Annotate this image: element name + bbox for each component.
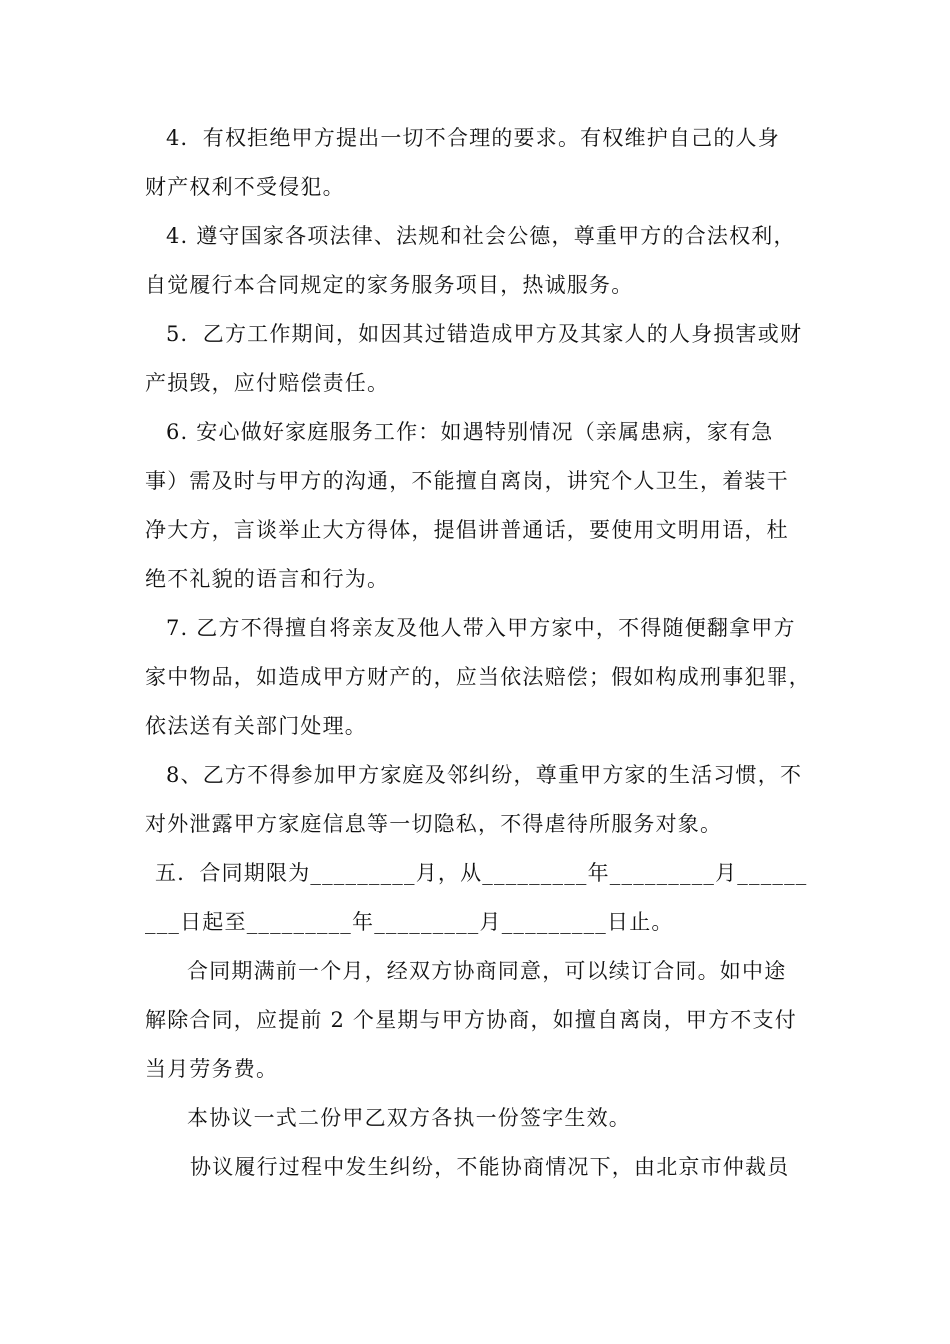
- text-line-5: 5．乙方工作期间，如因其过错造成甲方及其家人的人身损害或财: [166, 322, 803, 346]
- text-line-11: 7. 乙方不得擅自将亲友及他人带入甲方家中，不得随便翻拿甲方: [166, 616, 796, 640]
- text-line-20: 当月劳务费。: [145, 1057, 279, 1081]
- text-line-18: 合同期满前一个月，经双方协商同意，可以续订合同。如中途: [187, 959, 787, 983]
- text-line-7: 6. 安心做好家庭服务工作：如遇特别情况（亲属患病，家有急: [166, 420, 774, 444]
- text-line-6: 产损毁，应付赔偿责任。: [145, 371, 390, 395]
- text-line-1: 4．有权拒绝甲方提出一切不合理的要求。有权维护自己的人身: [166, 126, 780, 150]
- text-line-15: 对外泄露甲方家庭信息等一切隐私，不得虐待所服务对象。: [145, 812, 723, 836]
- text-line-10: 绝不礼貌的语言和行为。: [145, 567, 390, 591]
- text-line-19: 解除合同，应提前 2 个星期与甲方协商，如擅自离岗，甲方不支付: [145, 1008, 797, 1032]
- text-line-12: 家中物品，如造成甲方财产的，应当依法赔偿；假如构成刑事犯罪，: [145, 665, 811, 689]
- text-line-2: 财产权利不受侵犯。: [145, 175, 345, 199]
- text-line-9: 净大方，言谈举止大方得体，提倡讲普通话，要使用文明用语，杜: [145, 518, 789, 542]
- text-line-8: 事）需及时与甲方的沟通，不能擅自离岗，讲究个人卫生，着装干: [145, 469, 789, 493]
- text-line-17: ___日起至_________年_________月_________日止。: [145, 910, 674, 934]
- text-line-4: 自觉履行本合同规定的家务服务项目，热诚服务。: [145, 273, 634, 297]
- text-line-21: 本协议一式二份甲乙双方各执一份签字生效。: [187, 1106, 631, 1130]
- text-line-14: 8、乙方不得参加甲方家庭及邻纠纷，尊重甲方家的生活习惯，不: [166, 763, 803, 787]
- text-line-16: 五．合同期限为_________月，从_________年_________月______: [155, 861, 808, 885]
- text-line-3: 4. 遵守国家各项法律、法规和社会公德，尊重甲方的合法权利，: [166, 224, 796, 248]
- text-line-22: 协议履行过程中发生纠纷，不能协商情况下，由北京市仲裁员: [190, 1155, 790, 1179]
- text-line-13: 依法送有关部门处理。: [145, 714, 367, 738]
